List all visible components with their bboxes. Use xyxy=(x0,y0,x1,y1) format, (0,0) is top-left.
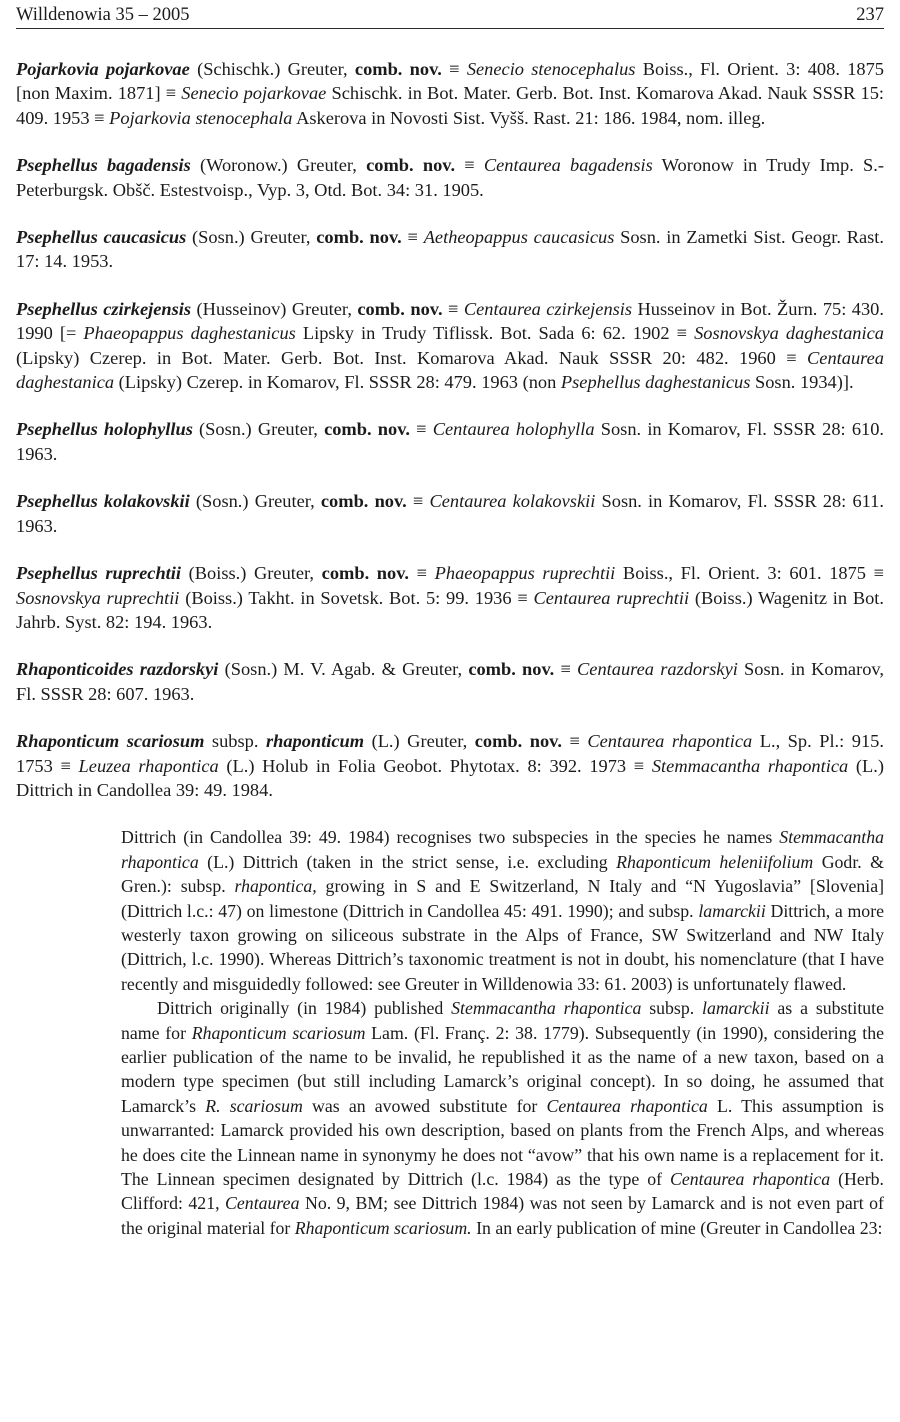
nomenclature-entry-pojarkovia-pojarkovae xyxy=(16,57,884,130)
nomenclature-entry-psephellus-caucasicus xyxy=(16,225,884,274)
text-segment: Lipsky in Trudy Tiflissk. Bot. Sada 6: 62. 1902 ≡ xyxy=(295,323,695,344)
text-segment: Sosn. 1934)]. xyxy=(750,372,854,393)
text-segment: comb. nov. xyxy=(316,227,402,248)
text-segment: Stemmacantha rhapontica xyxy=(451,998,642,1019)
text-segment: Sosn. in Komarov, Fl. SSSR 28: 610. 1963. xyxy=(16,419,885,464)
text-segment: (Husseinov) Greuter, xyxy=(191,298,358,319)
text-segment: R. scariosum xyxy=(205,1095,303,1116)
text-segment: Pojarkovia stenocephala xyxy=(109,107,293,128)
text-segment: ≡ xyxy=(442,298,464,319)
text-segment: Stemmacantha rhapontica xyxy=(121,827,884,872)
text-segment: as a substitute name for xyxy=(121,998,884,1043)
text-segment: Sosnovskya ruprechtii xyxy=(16,587,180,608)
note-paragraph-1 xyxy=(121,825,884,996)
text-segment: Centaurea daghestanica xyxy=(16,347,884,393)
page-body xyxy=(16,57,884,1240)
text-segment: was an avowed substitute for xyxy=(302,1095,547,1116)
text-segment: In an early publication of mine (Greuter in Candollea 23: xyxy=(471,1217,883,1238)
text-segment: comb. nov. xyxy=(324,419,410,440)
text-segment: (Lipsky) Czerep. in Bot. Mater. Gerb. Bot. Inst. Komarova Akad. Nauk SSSR 20: 482. 1960 ≡ xyxy=(16,347,808,368)
text-segment: Woronow in Trudy Imp. S.-Peterburgsk. Obšč. Estestvoisp., Vyp. 3, Otd. Bot. 34: 31. 1905. xyxy=(16,155,885,200)
note-paragraph-2 xyxy=(121,996,884,1240)
text-segment: Sosn. in Komarov, Fl. SSSR 28: 607. 1963. xyxy=(16,659,884,704)
text-segment: subsp. xyxy=(204,731,266,752)
text-segment: Godr. & Gren.): subsp. xyxy=(121,851,884,897)
text-segment: ≡ xyxy=(455,155,484,176)
text-segment: Centaurea rhapontica xyxy=(670,1169,831,1190)
text-segment: Psephellus holophyllus xyxy=(16,419,193,440)
text-segment: Centaurea rhapontica xyxy=(546,1095,708,1116)
text-segment: Phaeopappus daghestanicus xyxy=(83,323,296,344)
text-segment: lamarckii xyxy=(702,998,770,1019)
text-segment: Sosn. in Komarov, Fl. SSSR 28: 611. 1963. xyxy=(16,491,884,536)
text-segment: (Sosn.) Greuter, xyxy=(186,227,317,248)
text-segment: Dittrich (in Candollea 39: 49. 1984) recognises two subspecies in the species he names xyxy=(121,827,780,848)
text-segment: (Sosn.) Greuter, xyxy=(192,419,325,440)
text-segment: Centaurea rhapontica xyxy=(587,731,753,752)
text-segment: Psephellus ruprechtii xyxy=(16,563,181,584)
text-segment: Rhaponticum scariosum. xyxy=(294,1217,472,1238)
nomenclature-entry-psephellus-ruprechtii xyxy=(16,561,884,634)
text-segment: Rhaponticoides razdorskyi xyxy=(16,659,219,680)
text-segment: ≡ xyxy=(409,419,433,440)
text-segment: (Sosn.) Greuter, xyxy=(189,491,321,512)
text-segment: (Lipsky) Czerep. in Komarov, Fl. SSSR 28: 479. 1963 (non xyxy=(114,372,561,393)
text-segment: L. This assumption is unwarranted: Lamarck provided his own description, based on plants from the French Alps, and whereas he does cite the Linnean name in synonymy he does not “avow” that his own name is a replacement for it. The Linnean specimen designated by Dittrich (l.c. 1984) as the type of xyxy=(121,1095,884,1190)
text-segment: Centaurea holophylla xyxy=(432,419,595,440)
text-segment: ≡ xyxy=(409,563,435,584)
text-segment: (L.) Holub in Folia Geobot. Phytotax. 8: 392. 1973 ≡ xyxy=(218,755,652,776)
text-segment: growing in S and E Switzerland, N Italy and “N Yugoslavia” [Slovenia] (Dittrich l.c.: 47) on limestone (Dittrich in Candollea 45: 491. 1990); and subsp. xyxy=(121,876,885,921)
text-segment: Psephellus kolakovskii xyxy=(16,491,190,512)
discussion-note-block xyxy=(121,825,884,1240)
text-segment: Husseinov in Bot. Žurn. 75: 430. 1990 [= xyxy=(16,298,884,344)
header-rule xyxy=(16,28,884,29)
text-segment: Aetheopappus caucasicus xyxy=(423,227,615,248)
text-segment: Psephellus bagadensis xyxy=(16,155,191,176)
text-segment: Sosnovskya daghestanica xyxy=(694,323,884,344)
text-segment: (Herb. Clifford: 421, xyxy=(121,1169,884,1214)
text-segment: comb. nov. xyxy=(468,659,555,680)
text-segment: (Woronow.) Greuter, xyxy=(190,155,367,176)
text-segment: comb. nov. xyxy=(474,731,562,752)
text-segment: Centaurea kolakovskii xyxy=(429,491,596,512)
text-segment: (Boiss.) Takht. in Sovetsk. Bot. 5: 99. 1936 ≡ xyxy=(179,587,534,608)
text-segment: Stemmacantha rhapontica xyxy=(651,755,849,776)
text-segment: ≡ xyxy=(401,227,424,248)
text-segment: Rhaponticum scariosum xyxy=(191,1022,366,1043)
text-segment: Schischk. in Bot. Mater. Gerb. Bot. Inst. Komarova Akad. Nauk SSSR 15: 409. 1953 ≡ xyxy=(16,83,884,128)
text-segment: Leuzea rhapontica xyxy=(78,755,219,776)
text-segment: Centaurea razdorskyi xyxy=(577,659,738,680)
text-segment: Askerova in Novosti Sist. Vyšš. Rast. 21: 186. 1984, nom. illeg. xyxy=(292,107,766,128)
text-segment: Dittrich originally (in 1984) published xyxy=(157,998,452,1019)
text-segment: Centaurea czirkejensis xyxy=(463,298,633,319)
text-segment: Senecio stenocephalus xyxy=(466,59,636,79)
text-segment: Lam. (Fl. Franç. 2: 38. 1779). Subsequently (in 1990), considering the earlier publication of the name to be invalid, he republished it as the name of a new taxon, based on a modern type specimen (but still including Lamarck’s original concept). In so doing, he assumed that Lamarck’s xyxy=(121,1022,884,1116)
text-segment: rhapontica, xyxy=(234,876,317,897)
text-segment: Centaurea bagadensis xyxy=(483,155,653,176)
text-segment: ≡ xyxy=(561,731,588,752)
text-segment: (Schischk.) Greuter, xyxy=(189,59,355,79)
nomenclature-entry-rhaponticum-scariosum xyxy=(16,729,884,802)
text-segment: Psephellus caucasicus xyxy=(16,227,187,248)
text-segment: comb. nov. xyxy=(354,59,442,79)
text-segment: L., Sp. Pl.: 915. 1753 ≡ xyxy=(16,731,884,776)
text-segment: (Boiss.) Wagenitz in Bot. Jahrb. Syst. 82: 194. 1963. xyxy=(16,587,884,632)
running-head xyxy=(16,6,884,25)
nomenclature-entry-psephellus-czirkejensis xyxy=(16,297,884,395)
text-segment: Rhaponticum scariosum xyxy=(16,731,205,752)
text-segment: Rhaponticum heleniifolium xyxy=(616,851,814,872)
text-segment: comb. nov. xyxy=(320,491,407,512)
text-segment: Psephellus czirkejensis xyxy=(16,298,192,319)
nomenclature-entry-psephellus-kolakovskii xyxy=(16,489,884,538)
text-segment: (Boiss.) Greuter, xyxy=(181,563,322,584)
journal-title: Willdenowia 35 – 2005 xyxy=(16,5,190,25)
text-segment: rhaponticum xyxy=(265,731,365,752)
text-segment: Phaeopappus ruprechtii xyxy=(434,563,616,584)
text-segment: Sosn. in Zametki Sist. Geogr. Rast. 17: 14. 1953. xyxy=(16,227,885,272)
text-segment: ≡ xyxy=(441,59,467,79)
text-segment: comb. nov. xyxy=(357,298,443,319)
nomenclature-entry-psephellus-bagadensis xyxy=(16,153,884,202)
text-segment: (L.) Dittrich (taken in the strict sense, i.e. excluding xyxy=(198,851,617,872)
text-segment: (L.) Greuter, xyxy=(364,731,475,752)
text-segment: Boiss., Fl. Orient. 3: 601. 1875 ≡ xyxy=(615,563,884,584)
text-segment: Pojarkovia pojarkovae xyxy=(16,59,190,79)
text-segment: (L.) Dittrich in Candollea 39: 49. 1984. xyxy=(16,755,884,800)
nomenclature-entry-rhaponticoides-razdorskyi xyxy=(16,657,884,706)
text-segment: lamarckii xyxy=(698,900,766,921)
text-segment: Psephellus daghestanicus xyxy=(560,372,751,393)
text-segment: Centaurea xyxy=(225,1193,300,1214)
text-segment: ≡ xyxy=(406,491,430,512)
text-segment: ≡ xyxy=(554,659,578,680)
page-number: 237 xyxy=(856,5,884,25)
text-segment: (Sosn.) M. V. Agab. & Greuter, xyxy=(218,659,469,680)
text-segment: No. 9, BM; see Dittrich 1984) was not seen by Lamarck and is not even part of the original material for xyxy=(121,1193,884,1238)
text-segment: Senecio pojarkovae xyxy=(181,83,327,104)
text-segment: Centaurea ruprechtii xyxy=(533,587,690,608)
text-segment: Dittrich, a more westerly taxon growing on siliceous substrate in the Alps of France, SW Switzerland and NW Italy (Dittrich, l.c. 1990). Whereas Dittrich’s taxonomic treatment is not in doubt, his nomenclature (that I have recently and misguidedly followed: see Greuter in Willdenowia 33: 61. 2003) is unfortunately flawed. xyxy=(121,900,885,994)
text-segment: Boiss., Fl. Orient. 3: 408. 1875 [non Maxim. 1871] ≡ xyxy=(16,59,884,104)
text-segment: comb. nov. xyxy=(321,563,410,584)
nomenclature-entry-psephellus-holophyllus xyxy=(16,417,884,466)
text-segment: subsp. xyxy=(641,998,703,1019)
text-segment: comb. nov. xyxy=(366,155,456,176)
